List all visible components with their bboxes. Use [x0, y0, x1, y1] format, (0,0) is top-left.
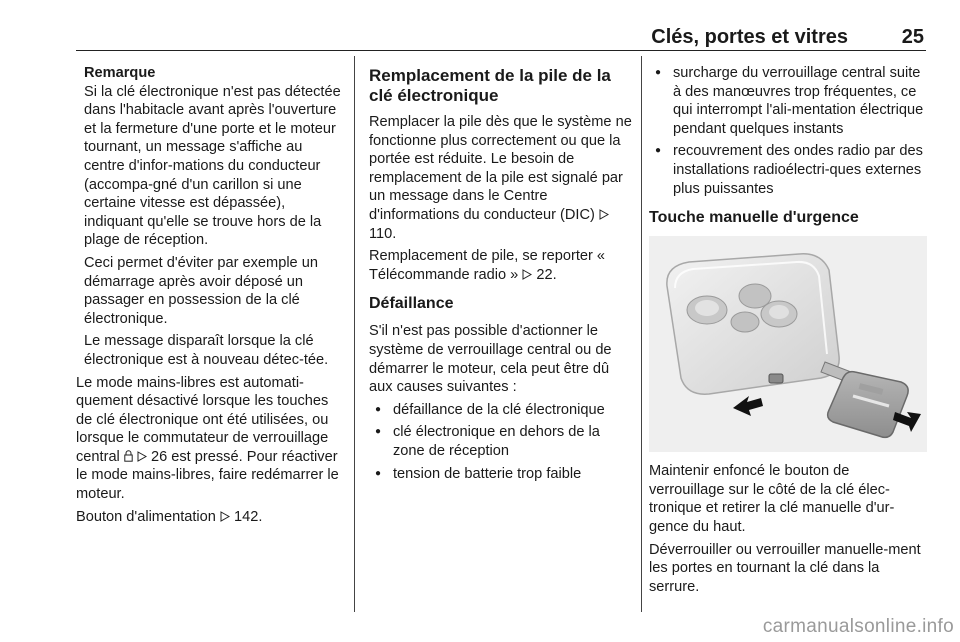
power-button-paragraph: Bouton d'alimentation 142. — [76, 508, 263, 525]
page-header — [76, 26, 926, 51]
column-divider-2 — [641, 56, 642, 612]
list-item: ● défaillance de la clé électronique — [369, 401, 635, 420]
triangle-ref-icon — [522, 267, 532, 283]
lock-icon — [124, 449, 133, 465]
handsfree-paragraph: Le mode mains-libres est automati-quement désactivé lorsque les touches de clé électronique ont été utilisées, ou lorsque le commutateur de verrouillage central 26 est pressé. Pour réactiver le mode mains-libres, faire redémarrer le moteur. — [76, 374, 339, 503]
key-card-drawing — [649, 236, 927, 452]
note-paragraph-3: Le message disparaît lorsque la clé électronique est à nouveau détec-tée. — [84, 333, 329, 368]
column-divider-1 — [354, 56, 355, 612]
page-ref[interactable]: 142. — [234, 508, 263, 525]
page-ref[interactable]: 26 — [150, 448, 168, 465]
emergency-paragraph-2: Déverrouiller ou verrouiller manuelle-ment les portes en tournant la clé dans la serrure. — [649, 541, 921, 595]
list-item: ● recouvrement des ondes radio par des installations radioélectri-ques externes plus puissantes — [649, 142, 927, 198]
page-ref[interactable]: 22. — [536, 266, 557, 283]
battery-paragraph-1: Remplacer la pile dès que le système ne fonctionne plus correctement ou que la portée est réduite. Le besoin de remplacement de la pile est signalé par un message dans le Centre d'informations du conducteur (DIC) 110. — [369, 114, 632, 242]
triangle-ref-icon — [220, 509, 230, 525]
list-item: ● surcharge du verrouillage central suite à des manœuvres trop fréquentes, ce qui interrompt l'ali-mentation électrique pendant quelques instants — [649, 64, 927, 138]
section-title: Clés, portes et vitres — [651, 26, 848, 48]
emergency-key-heading: Touche manuelle d'urgence — [649, 209, 859, 227]
note-paragraph-1: Si la clé électronique n'est pas détectée dans l'habitacle avant après l'ouverture et la fermeture d'une porte et le moteur tournant, un message s'affiche au centre d'infor-mations du conducteur (accompa-gné d'un carillon si une certaine vitesse est dépassée), indiquant qu'elle se trouve hors de la plage de réception. — [84, 83, 341, 249]
column-1 — [76, 64, 342, 530]
watermark: carmanualsonline.info — [762, 616, 954, 637]
triangle-ref-icon — [599, 207, 609, 223]
list-item: ● tension de batterie trop faible — [369, 465, 635, 484]
battery-heading: Remplacement de la pile de la clé électronique — [369, 66, 611, 105]
emergency-key-illustration — [649, 236, 927, 452]
column-3 — [649, 64, 927, 600]
page-number: 25 — [901, 26, 924, 48]
list-item: ● clé électronique en dehors de la zone de réception — [369, 423, 635, 460]
battery-paragraph-2: Remplacement de pile, se reporter « Télécommande radio » 22. — [369, 248, 606, 283]
emergency-paragraph-1: Maintenir enfoncé le bouton de verrouillage sur le côté de la clé élec-tronique et retirer la clé manuelle d'ur-gence du haut. — [649, 463, 895, 535]
failure-paragraph: S'il n'est pas possible d'actionner le système de verrouillage central ou de démarrer le moteur, cela peut être dû aux causes suivantes : — [369, 323, 612, 396]
failure-list-continued — [649, 64, 927, 198]
note-paragraph-2: Ceci permet d'éviter par exemple un démarrage après avoir déposé un passager en possession de la clé électronique. — [84, 254, 318, 327]
failure-heading: Défaillance — [369, 295, 454, 313]
column-2 — [369, 66, 635, 487]
note-title: Remarque — [84, 65, 156, 81]
triangle-ref-icon — [137, 449, 147, 465]
failure-list — [369, 401, 635, 483]
note-block — [76, 64, 342, 370]
page-ref[interactable]: 110. — [369, 225, 397, 242]
